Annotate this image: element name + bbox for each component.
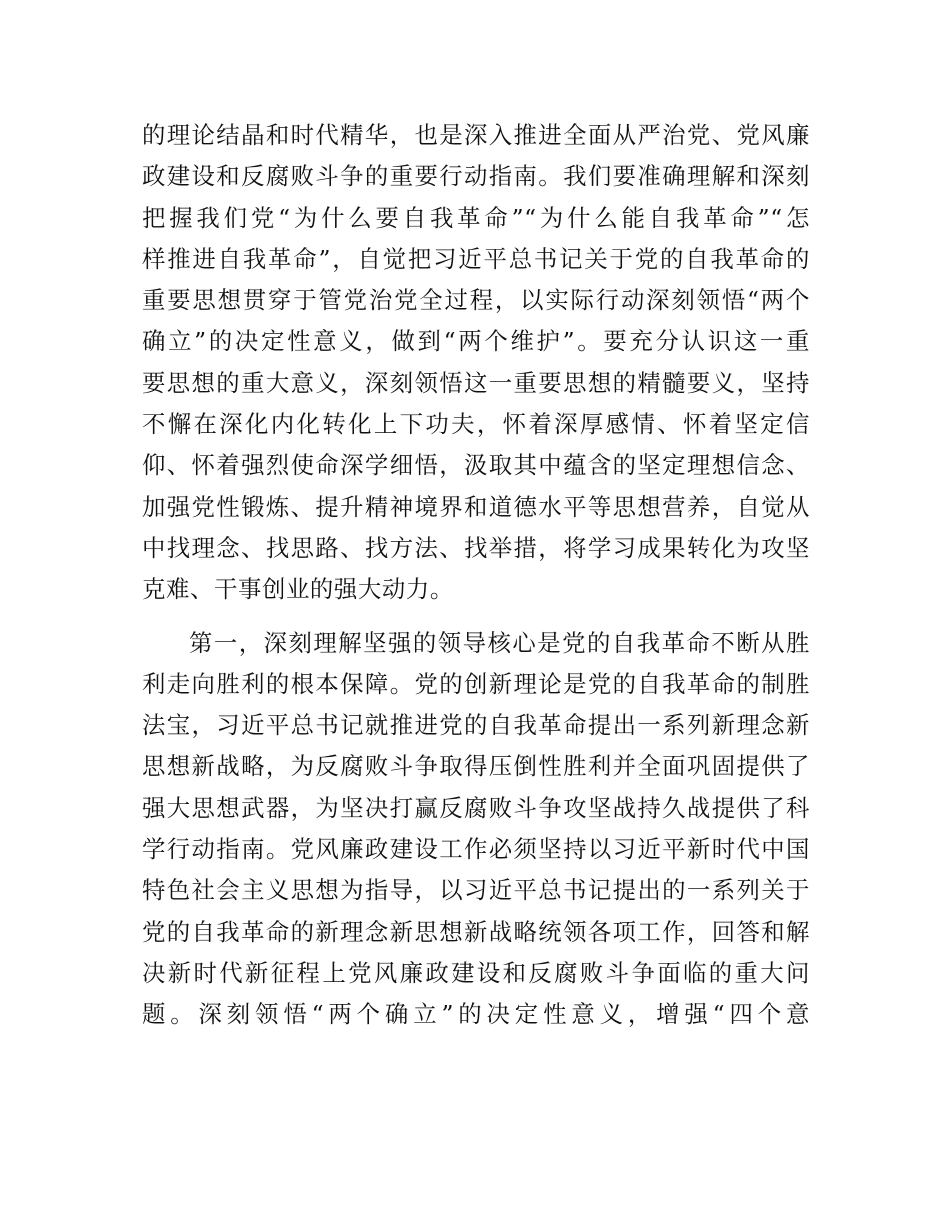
text-line: 样推进自我革命”，自觉把习近平总书记关于党的自我革命的 bbox=[142, 244, 810, 273]
text-line: 中找理念、找思路、找方法、找举措，将学习成果转化为攻坚 bbox=[142, 533, 810, 562]
text-line: 法宝，习近平总书记就推进党的自我革命提出一系列新理念新 bbox=[142, 711, 810, 740]
paragraph-2 bbox=[142, 623, 810, 1036]
text-line: 要思想的重大意义，深刻领悟这一重要思想的精髓要义，坚持 bbox=[142, 368, 810, 397]
text-line: 把握我们党“为什么要自我革命”“为什么能自我革命”“怎 bbox=[142, 203, 810, 232]
text-line: 特色社会主义思想为指导，以习近平总书记提出的一系列关于 bbox=[142, 876, 810, 905]
text-line: 确立”的决定性意义，做到“两个维护”。要充分认识这一重 bbox=[142, 327, 810, 356]
paragraph-1 bbox=[142, 115, 810, 611]
text-line: 决新时代新征程上党风廉政建设和反腐败斗争面临的重大问 bbox=[142, 958, 810, 987]
paragraph-spacer bbox=[142, 611, 810, 623]
text-line: 重要思想贯穿于管党治党全过程，以实际行动深刻领悟“两个 bbox=[142, 286, 810, 315]
document-body bbox=[142, 115, 810, 1036]
text-line: 的理论结晶和时代精华，也是深入推进全面从严治党、党风廉 bbox=[142, 121, 810, 149]
text-line: 党的自我革命的新理念新思想新战略统领各项工作，回答和解 bbox=[142, 917, 810, 946]
text-line: 加强党性锻炼、提升精神境界和道德水平等思想营养，自觉从 bbox=[142, 492, 810, 521]
text-line: 政建设和反腐败斗争的重要行动指南。我们要准确理解和深刻 bbox=[142, 162, 810, 191]
text-line: 仰、怀着强烈使命深学细悟，汲取其中蕴含的坚定理想信念、 bbox=[142, 451, 810, 480]
text-line: 思想新战略，为反腐败斗争取得压倒性胜利并全面巩固提供了 bbox=[142, 752, 810, 781]
text-line: 强大思想武器，为坚决打赢反腐败斗争攻坚战持久战提供了科 bbox=[142, 793, 810, 822]
text-line: 第一，深刻理解坚强的领导核心是党的自我革命不断从胜 bbox=[189, 628, 810, 657]
text-line: 学行动指南。党风廉政建设工作必须坚持以习近平新时代中国 bbox=[142, 835, 810, 864]
text-line: 题。深刻领悟“两个确立”的决定性意义，增强“四个意 bbox=[142, 1000, 810, 1029]
text-line: 不懈在深化内化转化上下功夫，怀着深厚感情、怀着坚定信 bbox=[142, 410, 810, 439]
text-line: 利走向胜利的根本保障。党的创新理论是党的自我革命的制胜 bbox=[142, 669, 810, 698]
text-line: 克难、干事创业的强大动力。 bbox=[142, 575, 454, 604]
